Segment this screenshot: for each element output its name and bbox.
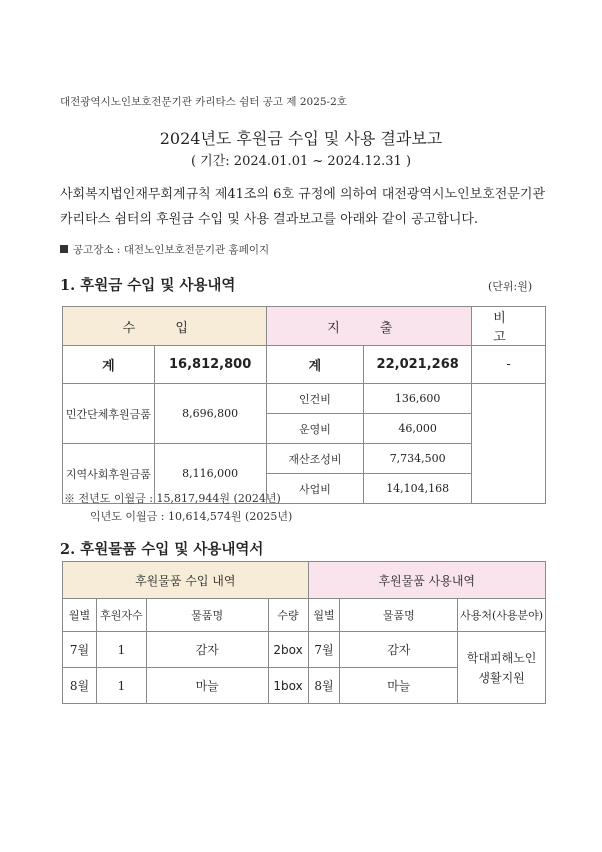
goods-use-item: 감자 [340,632,458,668]
income-row-label: 지역사회후원금품 [63,444,155,504]
goods-month: 7월 [63,632,97,668]
goods-use-item: 마늘 [340,668,458,704]
expense-row-label: 사업비 [266,474,364,504]
expense-row-amount: 136,600 [364,384,472,414]
goods-donors: 1 [96,632,146,668]
goods-item: 마늘 [146,668,268,704]
unit-label: (단위:원) [488,280,533,293]
donation-header-row [63,307,546,346]
donation-table [62,306,546,504]
col-donors: 후원자수 [96,599,146,632]
income-total-label: 계 [63,346,155,384]
goods-qty: 2box [268,632,308,668]
goods-group-header-row [63,562,546,599]
goods-income-header: 후원물품 수입 내역 [63,562,309,599]
total-note: - [472,346,546,384]
notice-number: 대전광역시노인보호전문기관 카리타스 쉼터 공고 제 2025-2호 [60,96,347,108]
expense-row-amount: 7,734,500 [364,444,472,474]
posting-place-text: 공고장소 : 대전노인보호전문기관 홈페이지 [73,244,270,256]
expense-total-value: 22,021,268 [364,346,472,384]
expense-row-label: 재산조성비 [266,444,364,474]
goods-use-month: 7월 [308,632,340,668]
expense-row-label: 운영비 [266,414,364,444]
square-bullet-icon [60,245,68,253]
table-row [63,384,546,414]
col-qty: 수량 [268,599,308,632]
expense-row-label: 인건비 [266,384,364,414]
goods-use-month: 8월 [308,668,340,704]
section2-title: 2. 후원물품 수입 및 사용내역서 [60,541,264,558]
report-period: ( 기간: 2024.01.01 ~ 2024.12.31 ) [190,154,412,169]
goods-qty: 1box [268,668,308,704]
goods-month: 8월 [63,668,97,704]
income-row-amount: 8,116,000 [154,444,266,504]
income-row-amount: 8,696,800 [154,384,266,444]
col-use-item: 물품명 [340,599,458,632]
income-total-value: 16,812,800 [154,346,266,384]
col-use-month: 월별 [308,599,340,632]
use-place-line-2: 생활지원 [478,670,525,685]
intro-paragraph: 사회복지법인재무회계규칙 제41조의 6호 규정에 의하여 대전광역시노인보호전문기관 카리타스 쉼터의 후원금 수입 및 사용 결과보고를 아래와 같이 공고합니다. [60,187,546,227]
carryover-next-note: 익년도 이월금 : 10,614,574원 (2025년) [90,510,293,523]
report-title: 2024년도 후원금 수입 및 사용 결과보고 [159,129,443,148]
income-row-label: 민간단체후원금품 [63,384,155,444]
goods-item: 감자 [146,632,268,668]
section1-title: 1. 후원금 수입 및 사용내역 [60,277,236,294]
col-use-place: 사용처(사용분야) [458,599,546,632]
col-month: 월별 [63,599,97,632]
goods-donors: 1 [96,668,146,704]
expense-total-label: 계 [266,346,364,384]
goods-use-place [458,632,546,704]
note-cell [472,384,546,504]
expense-row-amount: 46,000 [364,414,472,444]
goods-usage-header: 후원물품 사용내역 [308,562,546,599]
income-header: 수 입 [63,307,267,346]
expense-row-amount: 14,104,168 [364,474,472,504]
posting-place [60,242,269,257]
table-row [63,632,546,668]
expense-header: 지 출 [266,307,472,346]
use-place-line-1: 학대피해노인 [466,650,537,665]
goods-column-header-row [63,599,546,632]
goods-table [62,561,546,704]
total-row [63,346,546,384]
carryover-prev-note: ※ 전년도 이월금 : 15,817,944원 (2024년) [64,492,281,505]
col-item: 물품명 [146,599,268,632]
note-header: 비 고 [472,307,546,346]
